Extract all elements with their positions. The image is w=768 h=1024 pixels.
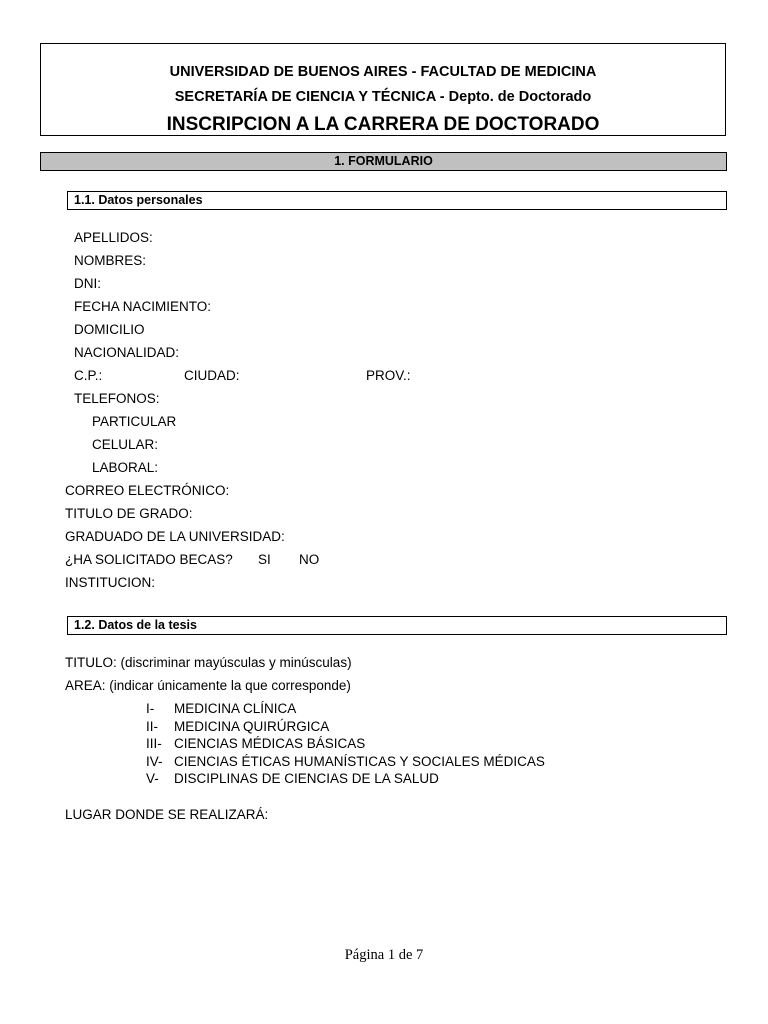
area-num: V-	[146, 771, 159, 786]
field-area: AREA: (indicar únicamente la que corresponde)	[65, 678, 351, 693]
area-label: MEDICINA CLÍNICA	[174, 701, 297, 716]
field-laboral: LABORAL:	[92, 460, 159, 475]
document-title: INSCRIPCION A LA CARRERA DE DOCTORADO	[166, 114, 600, 135]
document-header	[40, 43, 726, 136]
field-nombres: NOMBRES:	[74, 253, 147, 268]
section-datos-personales: 1.1. Datos personales	[67, 191, 727, 210]
area-label: CIENCIAS MÉDICAS BÁSICAS	[174, 736, 366, 751]
area-label: CIENCIAS ÉTICAS HUMANÍSTICAS Y SOCIALES MÉDICAS	[174, 754, 545, 769]
field-cp: C.P.:	[74, 368, 103, 383]
field-becas: ¿HA SOLICITADO BECAS?	[65, 552, 233, 567]
field-titulo-grado: TITULO DE GRADO:	[65, 506, 193, 521]
area-num: III-	[146, 736, 162, 751]
field-correo: CORREO ELECTRÓNICO:	[65, 483, 230, 498]
area-label: MEDICINA QUIRÚRGICA	[174, 719, 330, 734]
section-formulario: 1. FORMULARIO	[40, 152, 727, 171]
area-label: DISCIPLINAS DE CIENCIAS DE LA SALUD	[174, 771, 439, 786]
field-ciudad: CIUDAD:	[184, 368, 240, 383]
section-datos-tesis: 1.2. Datos de la tesis	[67, 616, 727, 635]
field-graduado: GRADUADO DE LA UNIVERSIDAD:	[65, 529, 285, 544]
field-apellidos: APELLIDOS:	[74, 230, 153, 245]
area-num: I-	[146, 701, 155, 716]
option-si: SI	[258, 552, 271, 567]
field-prov: PROV.:	[366, 368, 411, 383]
department-name: SECRETARÍA DE CIENCIA Y TÉCNICA - Depto. de Doctorado	[174, 89, 592, 105]
option-no: NO	[299, 552, 320, 567]
area-num: IV-	[146, 754, 163, 769]
page-number: Página 1 de 7	[344, 947, 424, 963]
university-name: UNIVERSIDAD DE BUENOS AIRES - FACULTAD DE MEDICINA	[169, 64, 597, 80]
field-institucion: INSTITUCION:	[65, 575, 155, 590]
field-domicilio: DOMICILIO	[74, 322, 145, 337]
field-lugar: LUGAR DONDE SE REALIZARÁ:	[65, 807, 269, 822]
field-fecha-nacimiento: FECHA NACIMIENTO:	[74, 299, 212, 314]
area-num: II-	[146, 719, 158, 734]
field-nacionalidad: NACIONALIDAD:	[74, 345, 180, 360]
field-telefonos: TELEFONOS:	[74, 391, 160, 406]
field-dni: DNI:	[74, 276, 101, 291]
field-titulo-tesis: TITULO: (discriminar mayúsculas y minúsculas)	[65, 655, 352, 670]
field-particular: PARTICULAR	[92, 414, 177, 429]
field-celular: CELULAR:	[92, 437, 159, 452]
